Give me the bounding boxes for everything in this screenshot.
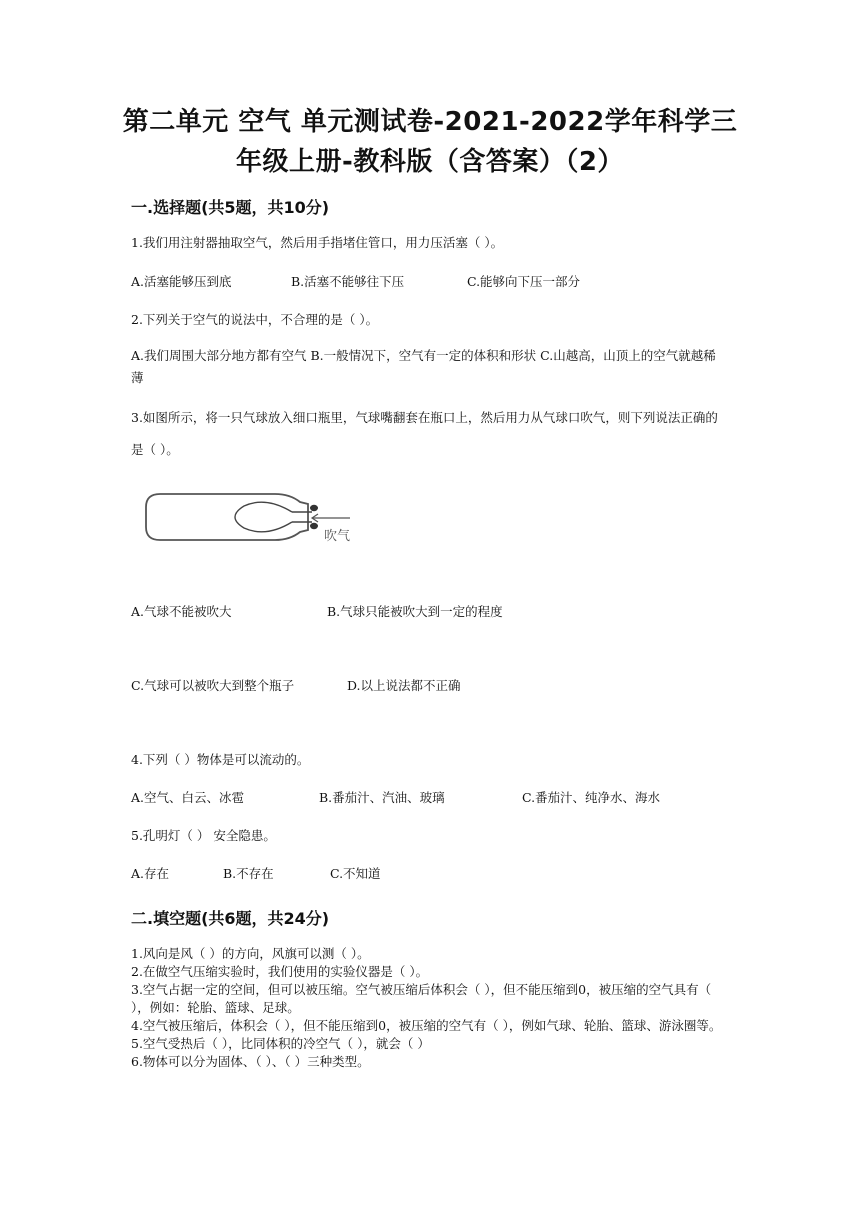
q1-option-a: A.活塞能够压到底 (131, 274, 232, 289)
q5-option-b: B.不存在 (222, 866, 274, 881)
q3-option-a: A.气球不能被吹大 (131, 604, 232, 619)
q3-option-d: D.以上说法都不正确 (346, 678, 461, 693)
balloon-lip-bottom (310, 523, 318, 529)
q4-option-a: A.空气、白云、冰雹 (131, 790, 245, 805)
section-1-title: 一.选择题(共5题，共10分) (131, 198, 330, 217)
q3-option-b: B.气球只能被吹大到一定的程度 (326, 604, 503, 619)
figure-label: 吹气 (324, 529, 351, 544)
question-3-options-row-1 (131, 602, 503, 622)
q3-option-c: C.气球可以被吹大到整个瓶子 (131, 678, 295, 693)
q1-option-b: B.活塞不能够往下压 (290, 274, 405, 289)
fill-item-6: 6.物体可以分为固体、（ ）、（ ）三种类型。 (131, 1054, 370, 1069)
blow-arrow-icon (312, 514, 350, 522)
fill-item-5: 5.空气受热后（ ），比同体积的冷空气（ ），就会（ ） (131, 1036, 430, 1051)
question-1-options (131, 272, 580, 292)
page-title (110, 102, 750, 182)
fill-item-1: 1.风向是风（ ）的方向，风旗可以测（ ）。 (131, 946, 370, 961)
q4-option-b: B.番茄汁、汽油、玻璃 (318, 790, 445, 805)
question-5-options (131, 864, 381, 884)
fill-item-2: 2.在做空气压缩实验时，我们使用的实验仪器是（ ）。 (131, 964, 429, 979)
question-3-options-row-2 (131, 676, 461, 696)
title-line-2: 年级上册-教科版（含答案）（2） (236, 147, 624, 177)
bottle-balloon-figure (140, 482, 370, 552)
question-2-options: A.我们周围大部分地方都有空气 B.一般情况下，空气有一定的体积和形状 C.山越高，山顶上的空气就越稀薄 (131, 348, 716, 385)
question-4: 4.下列（ ）物体是可以流动的。 (131, 752, 310, 767)
question-4-options (131, 788, 660, 808)
fill-item-4: 4.空气被压缩后，体积会（ ），但不能压缩到0，被压缩的空气有（ ），例如气球、轮胎、篮球、游泳圈等。 (131, 1018, 722, 1033)
question-3: 3.如图所示，将一只气球放入细口瓶里，气球嘴翻套在瓶口上，然后用力从气球口吹气，则下列说法正确的是（ ）。 (131, 410, 718, 457)
section-2-title: 二.填空题(共6题，共24分) (131, 909, 330, 928)
fill-item-3: 3.空气占据一定的空间，但可以被压缩。空气被压缩后体积会（ ），但不能压缩到0，被压缩的空气具有（ ），例如：轮胎、篮球、足球。 (131, 982, 712, 1015)
question-1: 1.我们用注射器抽取空气，然后用手指堵住管口，用力压活塞（ ）。 (131, 235, 504, 250)
question-5: 5.孔明灯（ ） 安全隐患。 (131, 828, 276, 843)
q5-option-a: A.存在 (131, 866, 170, 881)
q1-option-c: C.能够向下压一部分 (466, 274, 581, 289)
q4-option-c: C.番茄汁、纯净水、海水 (521, 790, 661, 805)
q5-option-c: C.不知道 (329, 866, 381, 881)
balloon-shape (235, 502, 312, 532)
title-line-1: 第二单元 空气 单元测试卷-2021-2022学年科学三 (122, 107, 738, 137)
balloon-lip-top (310, 505, 318, 511)
question-2: 2.下列关于空气的说法中，不合理的是（ ）。 (131, 312, 379, 327)
bottle-outline (146, 494, 308, 540)
fill-in-list (131, 945, 731, 1071)
